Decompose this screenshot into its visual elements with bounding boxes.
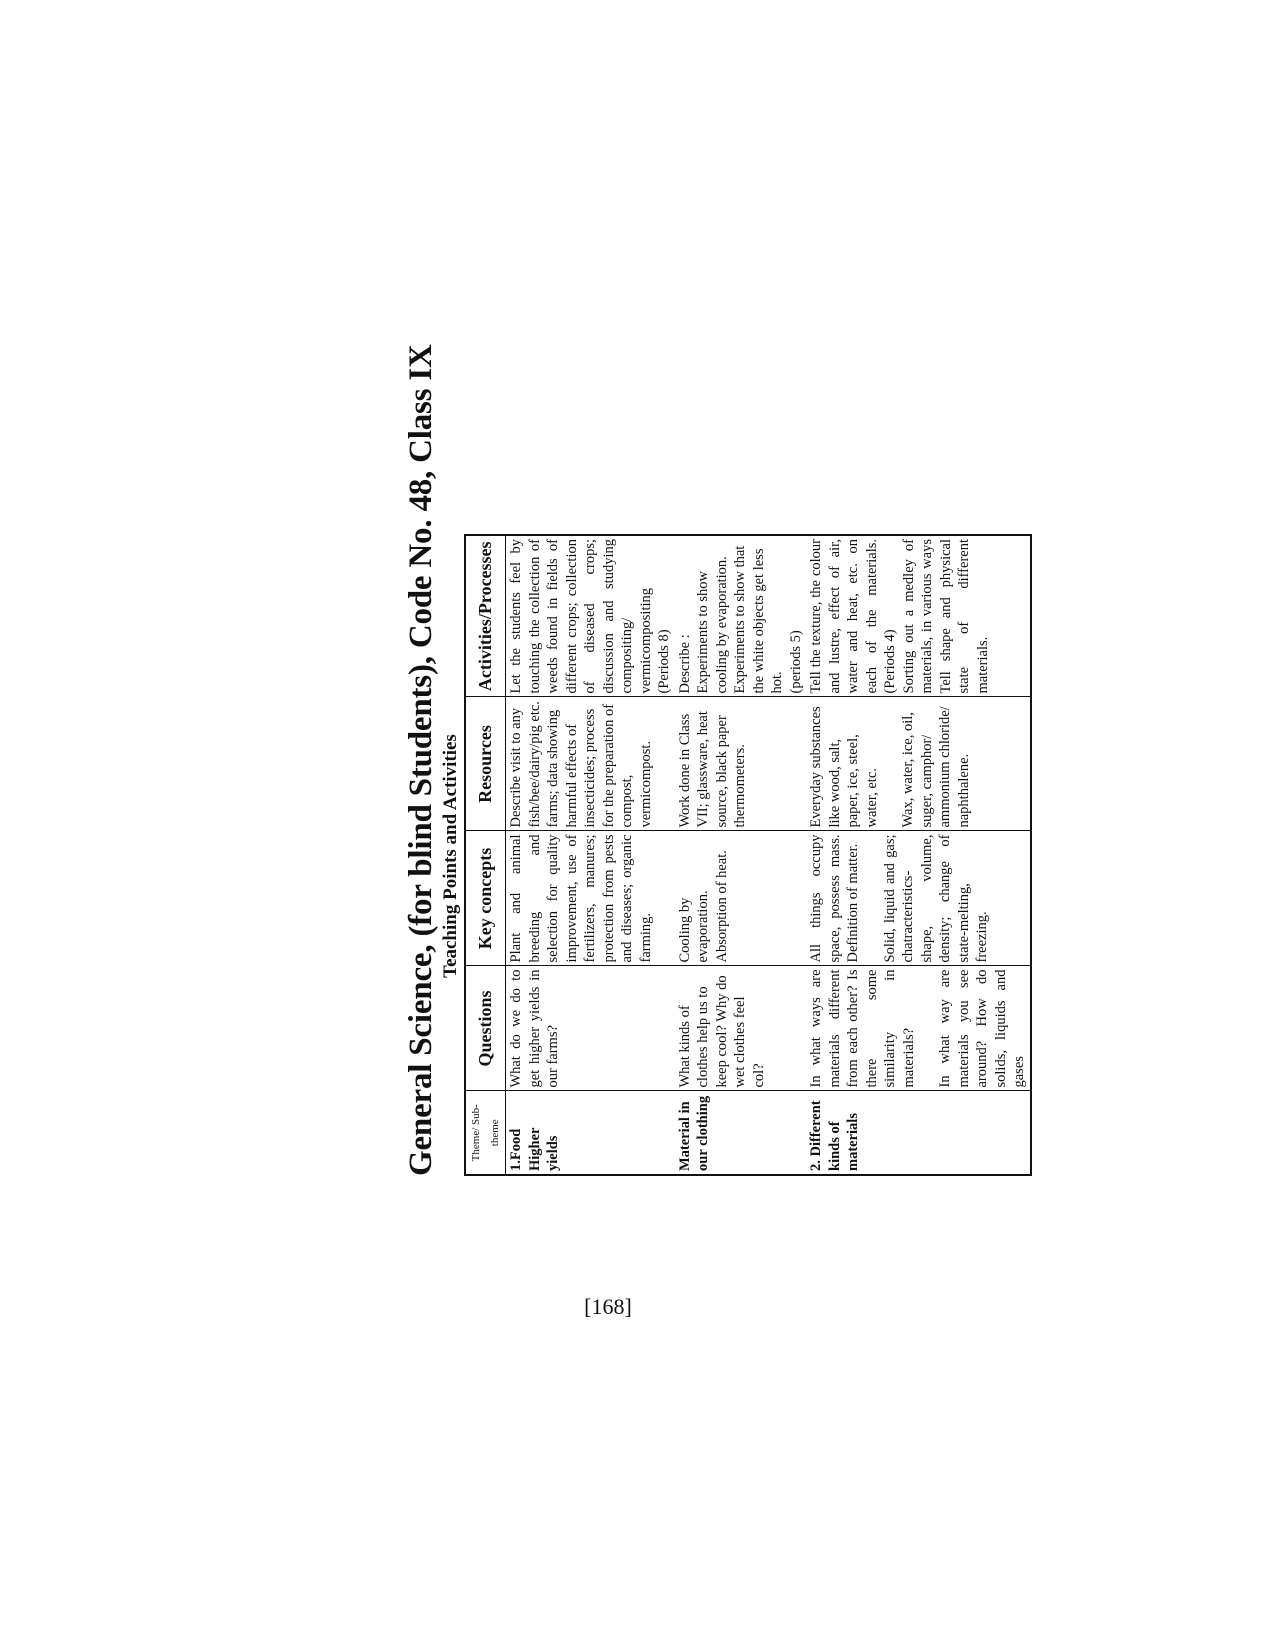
activities-cell: Let the students feel by touching the collection of weeds found in fields of different crops; collection of diseased crops; discussion and studying compositing/ vermicompositing (Periods 8) <box>506 535 675 697</box>
theme-label: 2. Different kinds of materials <box>808 1100 861 1171</box>
table-header-row <box>465 535 506 1175</box>
question-cell: What do we do to get higher yields in our farms? <box>506 966 675 1091</box>
header-activities: Activities/Processes <box>465 535 506 697</box>
header-questions: Questions <box>465 966 506 1091</box>
activities-text: Tell the texture, the colour and lustre, effect of air, water and heat, etc. on each of the materials. (Periods 4) <box>808 539 898 694</box>
page-title: General Science, (for blind Students), Code No. 48, Class IX <box>403 344 439 1176</box>
question-text: In what ways are materials different from each other? Is there some similarity in materials? <box>808 969 917 1088</box>
page-subtitle: Teaching Points and Activities <box>440 734 461 978</box>
resources-cell: Describe visit to any fish/bee/dairy/pig etc. farms; data showing harmful effects of insecticides; process for the preparation of compost, vermicompost. <box>506 697 675 831</box>
syllabus-table <box>464 534 1032 1176</box>
header-theme: Theme/ Sub-theme <box>465 1091 506 1175</box>
theme-cell <box>675 1091 807 1175</box>
question-cell <box>806 966 1031 1091</box>
activities-text: Experiments to show cooling by evaporation. Experiments to show that the white objects get less hot. <box>695 545 785 694</box>
activities-cell <box>675 535 807 697</box>
table-row <box>675 535 807 1175</box>
header-resources: Resources <box>465 697 506 831</box>
table-row <box>506 535 675 1175</box>
page-number: [168] <box>584 1294 632 1319</box>
concepts-cell: Cooling by evaporation. Absorption of heat. <box>675 831 807 966</box>
header-key-concepts: Key concepts <box>465 831 506 966</box>
concepts-text: All things occupy space, possess mass. Definition of matter. <box>808 834 861 963</box>
theme-cell <box>806 1091 1031 1175</box>
activities-text: (periods 5) <box>787 630 804 694</box>
resources-text: Everyday substances like wood, salt, paper, ice, steel, water, etc. <box>808 706 880 828</box>
question-cell: What kinds of clothes help us to keep cool? Why do wet clothes feel col? <box>675 966 807 1091</box>
activities-cell <box>806 535 1031 697</box>
resources-text: Wax, water, ice, oil, suger, camphor/ ammonium chloride/ naphthalene. <box>900 706 972 828</box>
concepts-text: Solid, liquid and gas; chatracteristics-shape, volume, density; change of state-melting, freezing. <box>881 834 990 963</box>
resources-cell <box>806 697 1031 831</box>
concepts-cell: Plant and animal breeding and selection for quality improvement, use of fertilizers, manures; protection from pests and diseases; organic farming. <box>506 831 675 966</box>
resources-cell: Work done in Class VII; glassware, heat source, black paper thermometers. <box>675 697 807 831</box>
activities-text: Sorting out a medley of materials, in various ways Tell shape and physical state of different materials. <box>900 539 991 694</box>
question-text: In what way are materials you see around? How do solids, liquids and gases <box>937 969 1027 1088</box>
subtheme-label: Material in our clothing <box>676 1095 711 1171</box>
rotated-page-content <box>400 344 1027 1176</box>
activities-text: Describe : <box>676 634 693 694</box>
subtheme-label: Higher yields <box>526 1127 561 1171</box>
theme-cell <box>506 1091 675 1175</box>
theme-label: 1.Food <box>508 1128 524 1171</box>
concepts-cell <box>806 831 1031 966</box>
table-row <box>806 535 1031 1175</box>
